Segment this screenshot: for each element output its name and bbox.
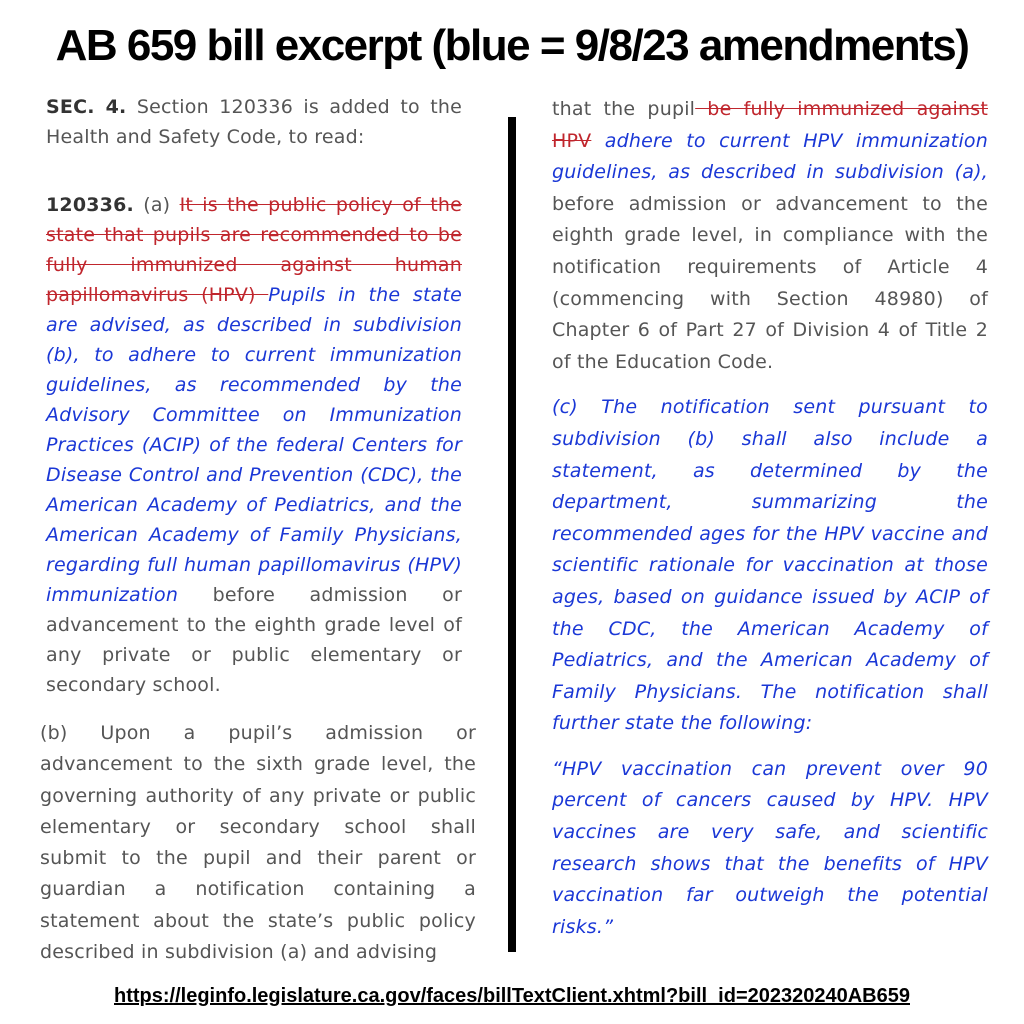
left-column-upper [46,92,462,700]
struck-text: be fully immunized against HPV [552,98,988,152]
column-divider [508,117,516,952]
plain-text: before admission or advancement to the eighth grade level, in compliance with the notification requirements of Article 4 (commencing with Section 48980) of Chapter 6 of Part 27 of Division 4 of Title 2 of the Education Code. [552,192,988,373]
subdivision-a [46,190,462,700]
source-link[interactable]: https://leginfo.legislature.ca.gov/faces/billTextClient.xhtml?bill_id=202320240AB659 [114,985,910,1007]
section-text: Section 120336 is added to the Health and Safety Code, to read: [46,96,462,148]
subdivision-b: (b) Upon a pupil’s admission or advancement to the sixth grade level, the governing authority of any private or public elementary or secondary school shall submit to the pupil and their parent or guardian a notification containing a statement about the state’s public policy described in subdivision (a) and advising [40,722,476,964]
section-label: SEC. 4. [46,96,127,118]
notification-quote: “HPV vaccination can prevent over 90 percent of cancers caused by HPV. HPV vaccines are very safe, and scientific research shows that the benefits of HPV vaccination far outweigh the potential risks.” [552,757,988,938]
subdivision-a-label: (a) [133,194,180,216]
section-header [46,92,462,152]
left-column-lower [40,718,476,968]
subdivision-b-continued [552,94,988,378]
struck-text: It is the public policy of the state that pupils are recommended to be fully immunized against human papillomavirus (HPV) [46,194,462,306]
section-number: 120336. [46,194,134,216]
right-column [552,94,988,943]
plain-text: before admission or advancement to the eighth grade level of any private or public elementary or secondary school. [46,584,462,696]
plain-text: that the pupil [552,98,696,120]
page-title: AB 659 bill excerpt (blue = 9/8/23 amendments) [55,21,969,70]
amended-text: adhere to current HPV immunization guidelines, as described in subdivision (a), [552,129,988,184]
amended-text: Pupils in the state are advised, as described in subdivision (b), to adhere to current immunization guidelines, as recommended by the Advisory Committee on Immunization Practices (ACIP) of the federal Centers for Disease Control and Prevention (CDC), the American Academy of Pediatrics, and the American Academy of Family Physicians, regarding full human papillomavirus (HPV) immunization [46,284,463,606]
subdivision-c: (c) The notification sent pursuant to subdivision (b) shall also include a statement, as determined by the department, summarizing the recommended ages for the HPV vaccine and scientific rationale for vaccination at those ages, based on guidance issued by ACIP of the CDC, the American Academy of Pediatrics, and the American Academy of Family Physicians. The notification shall further state the following: [552,396,988,735]
